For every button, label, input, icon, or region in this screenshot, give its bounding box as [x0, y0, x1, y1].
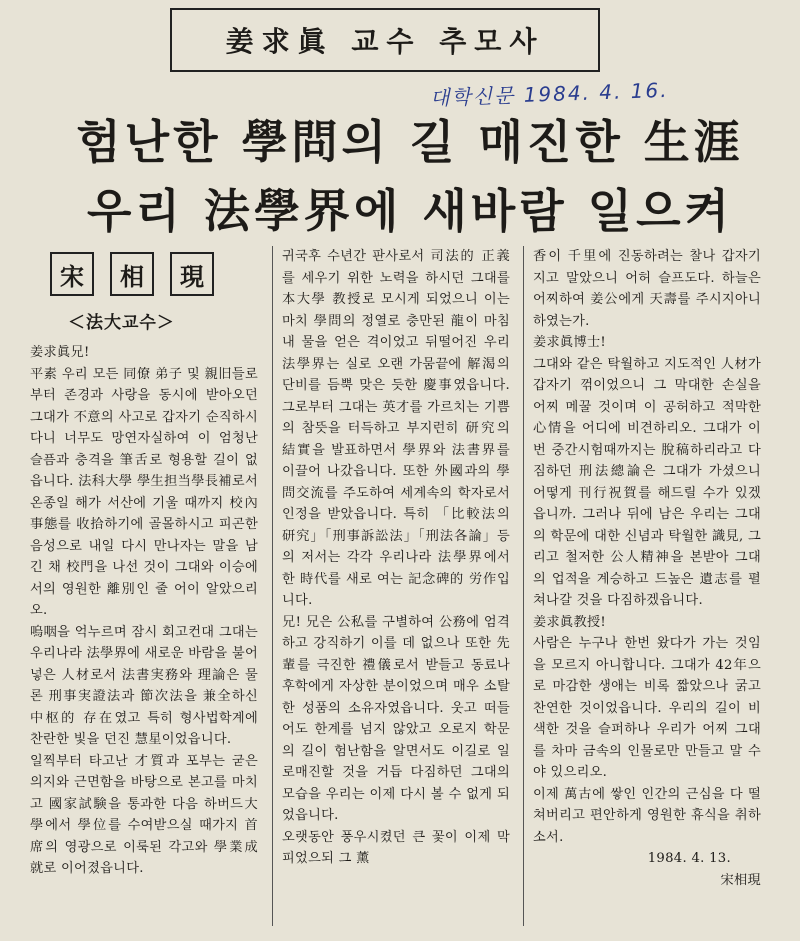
paragraph: 姜求眞教授!: [533, 614, 607, 630]
author-name-boxes: [50, 252, 214, 296]
paragraph: 姜求眞兄!: [30, 345, 90, 360]
paragraph: 사람은 누구나 한번 왔다가 가는 것임을 모르지 아니합니다. 그대가 42年으로 마감한 생애는 비록 짧았으나 굵고 찬연한 것이었읍니다. 우리의 길이 비색한 것을 슬퍼하나 우리가 어찌 그대를 차마 금속의 인물로만 만들고 말 수야 있으리오.: [533, 636, 761, 780]
paragraph: 귀국후 수년간 판사로서 司法的 正義를 세우기 위한 노력을 하시던 그대를 本大學 教授로 모시게 되었으니 이는 마치 學問의 정열로 충만된 龍이 마침내 물을 얻은 격이었고 뒤떨어진 우리 法學界는 실로 오랜 가뭄끝에 解渴의 단비를 듬뿍 맞은 듯한 慶事였읍니다. 그로부터 그대는 英才를 가르치는 기쁨의 참뜻을 터득하고 부지런히 研究의 結實을 발표하면서 學界와 法書界를 이끌어 나갔읍니다. 또한 外國과의 學問交流를 주도하여 세계속의 학자로서 인정을 받았읍니다. 특히 「比較法의 研究」「刑事訴訟法」「刑法各論」등의 저서는 각각 우리나라 法學界에서 한 時代를 새로 여는 記念碑的 労作입니다.: [282, 249, 510, 608]
paragraph: 平素 우리 모든 同僚 弟子 및 親旧들로부터 존경과 사랑을 동시에 받아오던 그대가 不意의 사고로 갑자기 순직하시다니 너무도 망연자실하여 이 엄청난 슬픔과 충격을 筆舌로 형용할 길이 없읍니다. 法科大學 學生担当學長補로서 온종일 해가 서산에 기울 때까지 校內事態를 收拾하기에 골몰하시고 피곤한 음성으로 내일 다시 만나자는 말을 남긴 채 校門을 나선 것이 그대와 이승에서의 영원한 離別인 줄 어이 알았으리오.: [30, 366, 258, 618]
article-column-3: [533, 246, 761, 891]
column-divider: [272, 246, 273, 926]
paragraph: 이제 萬古에 쌓인 인간의 근심을 다 떨쳐버리고 편안하게 영원한 휴식을 취하소서.: [533, 786, 761, 845]
headline-main: 험난한 學問의 길 매진한 生涯: [76, 115, 744, 169]
paragraph: 일찍부터 타고난 才質과 포부는 굳은 의지와 근면함을 바탕으로 본고를 마치고 國家試験을 통과한 다음 하버드大學에서 學位를 수여받으실 때가지 首席의 영광으로 이룩된 각고와 學業成就로 이어졌읍니다.: [30, 753, 258, 876]
author-affiliation: ＜法大교수＞: [68, 313, 175, 333]
handwritten-source-note: 대학신문 1984. 4. 16.: [429, 77, 669, 111]
paragraph: 姜求眞博士!: [533, 335, 607, 350]
paragraph: 兄! 兄은 公私를 구별하여 公務에 엄격하고 강직하기 이를 데 없으나 또한 先輩를 극진한 禮儀로서 받들고 동료나 후학에게 자상한 분이었으며 매우 소탈한 성품의 소유자였읍니다. 웃고 떠들어도 한계를 넘지 않았고 오로지 학문의 길이 험난함을 알면서도 이길로 일로매진할 것을 거듭 다짐하던 그대의 모습을 우리는 이제 다시 볼 수 없게 되었읍니다.: [282, 614, 510, 823]
signature-name: 宋相現: [720, 872, 761, 888]
article-column-2: [282, 246, 510, 870]
paragraph: 香이 千里에 진동하려는 찰나 갑자기 지고 말았으니 어허 슬프도다. 하늘은 어찌하여 姜公에게 天壽를 주시지아니하였는가.: [533, 249, 761, 329]
memorial-title-box: 姜求眞 교수 추모사: [170, 8, 600, 72]
paragraph: 오랫동안 풍우시켰던 큰 꽃이 이제 막 피었으되 그 薰: [282, 829, 510, 866]
paragraph: 그대와 같은 탁월하고 지도적인 人材가 갑자기 꺾이었으니 그 막대한 손실을 어찌 메꿀 것이며 이 공허하고 적막한 心情을 어디에 비견하리오. 그대가 이번 중간시험때까지는 脫稿하리라고 다짐하던 刑法總論은 그대가 가셨으니 어떻게 刊行祝賀를 해드릴 수가 있겠읍니까. 그러나 뒤에 남은 우리는 그대의 학문에 대한 신념과 탁월한 識見, 그리고 철저한 公人精神을 본받아 그대의 업적을 계승하고 드높은 遺志를 펼쳐나갈 것을 다짐하겠읍니다.: [533, 356, 761, 608]
author-char: 宋: [50, 252, 94, 296]
article-column-1: [30, 342, 258, 880]
headline-sub: 우리 法學界에 새바람 일으켜: [87, 184, 733, 238]
author-char: 現: [170, 252, 214, 296]
author-char: 相: [110, 252, 154, 296]
paragraph: 嗚咽을 억누르며 잠시 회고컨대 그대는 우리나라 法學界에 새로운 바람을 불어넣은 人材로서 法書実務와 理論은 물론 刑事実證法과 節次法을 兼全하신 中枢的 存在였고 특히 형사법학계에 찬란한 빛을 던진 慧星이었읍니다.: [30, 624, 258, 747]
column-divider: [523, 246, 524, 926]
signature-date: 1984. 4. 13.: [647, 851, 731, 866]
